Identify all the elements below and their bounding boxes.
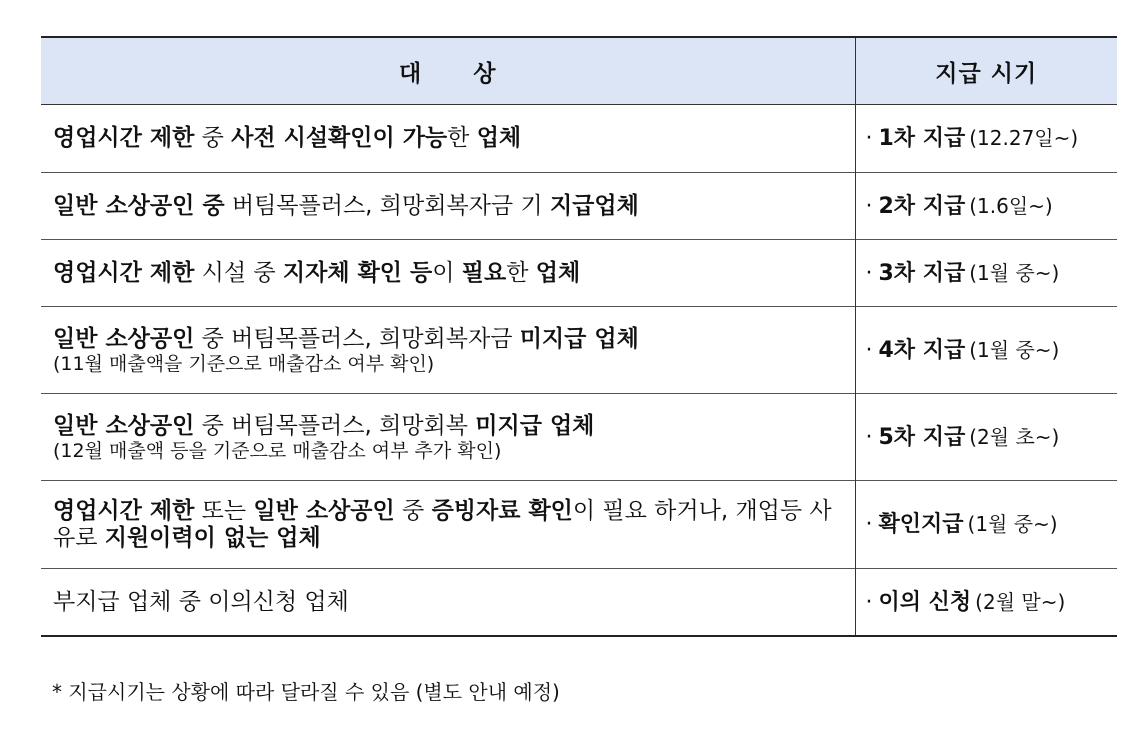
target-text-plain: 중 [394,497,432,524]
phase-time: (1.6일~) [969,193,1053,218]
target-text-plain: 이 필요 하거나, 개업등 사유로 [53,497,832,551]
target-text-plain: 중 [194,125,232,151]
target-text-bold: 영업시간 제한 [53,497,195,524]
bullet-dot: · [865,424,873,450]
table-row [41,569,1117,637]
payment-schedule-table [41,36,1117,637]
target-text-plain: 한 [506,259,536,286]
phase-time: (1월 중~) [969,337,1060,362]
target-text-bold: 증빙자료 확인 [431,497,573,524]
header-timing: 지급 시기 [855,37,1117,105]
target-text-plain: 한 [447,125,477,151]
table-row [41,105,1117,173]
target-text-plain: 중 버팀목플러스, 희망회복 [194,412,476,439]
target-text [53,413,594,439]
target-text [53,589,349,615]
timing-cell [855,569,1117,637]
phase-time: (2월 말~) [975,589,1066,614]
target-text-bold: 일반 소상공인 [253,497,395,524]
table-row [41,307,1117,394]
target-text-bold: 지자체 확인 등 [282,259,433,286]
bullet-dot: · [865,512,873,537]
table-row [41,481,1117,569]
target-cell [41,240,855,307]
target-text-bold: 사전 시설확인이 가능 [231,125,448,151]
phase-label: 4차 지급 [878,337,966,363]
table-row [41,173,1117,240]
target-cell [41,481,855,569]
target-text-plain: 시설 중 [194,259,283,286]
bullet-dot: · [865,126,873,151]
timing-cell [855,307,1117,394]
phase-label: 이의 신청 [878,589,972,615]
target-subtext: (12월 매출액 등을 기준으로 매출감소 여부 추가 확인) [53,439,502,462]
target-text-plain: 또는 [194,497,254,524]
header-target: 대 상 [41,37,855,105]
table-header-row [41,37,1117,105]
target-text [53,498,832,551]
phase-time: (1월 중~) [969,260,1060,285]
schedule-container [41,36,1117,637]
phase-label: 5차 지급 [878,424,966,450]
target-cell [41,173,855,240]
bullet-dot: · [865,337,873,363]
phase-time: (1월 중~) [967,512,1058,536]
target-text-bold: 일반 소상공인 [53,325,195,352]
target-text-bold: 영업시간 제한 [53,259,195,286]
target-cell [41,307,855,394]
phase-time: (2월 초~) [969,424,1060,449]
target-text [53,326,639,352]
bullet-dot: · [865,260,873,286]
target-text-bold: 미지급 업체 [519,325,639,352]
bullet-dot: · [865,193,873,219]
target-text-bold: 일반 소상공인 중 [53,192,225,219]
timing-cell [855,105,1117,173]
target-text-bold: 업체 [535,259,581,286]
target-text [53,125,521,151]
target-text-bold: 지원이력이 없는 업체 [104,524,321,551]
target-text [53,193,639,219]
table-row [41,394,1117,481]
timing-cell [855,173,1117,240]
timing-cell [855,481,1117,569]
target-cell [41,105,855,173]
target-text [53,260,580,286]
target-text-bold: 지급업체 [549,192,639,219]
target-cell [41,394,855,481]
target-text-plain: 버팀목플러스, 희망회복자금 기 [224,192,550,219]
target-subtext: (11월 매출액을 기준으로 매출감소 여부 확인) [53,352,435,375]
bullet-dot: · [865,589,873,615]
table-body [41,105,1117,637]
phase-label: 2차 지급 [878,193,966,219]
target-text-plain: 부지급 업체 중 이의신청 업체 [53,588,349,615]
phase-label: 확인지급 [878,512,964,537]
target-text-bold: 필요 [461,259,507,286]
phase-time: (12.27일~) [969,126,1079,150]
table-row [41,240,1117,307]
timing-cell [855,240,1117,307]
target-text-plain: 이 [432,259,462,286]
target-cell [41,569,855,637]
timing-cell [855,394,1117,481]
phase-label: 1차 지급 [878,126,966,151]
target-text-bold: 일반 소상공인 [53,412,195,439]
target-text-bold: 영업시간 제한 [53,125,195,151]
target-text-bold: 미지급 업체 [475,412,595,439]
target-text-plain: 중 버팀목플러스, 희망회복자금 [194,325,520,352]
phase-label: 3차 지급 [878,260,966,286]
footnote: * 지급시기는 상황에 따라 달라질 수 있음 (별도 안내 예정) [52,680,560,704]
target-text-bold: 업체 [476,125,522,151]
